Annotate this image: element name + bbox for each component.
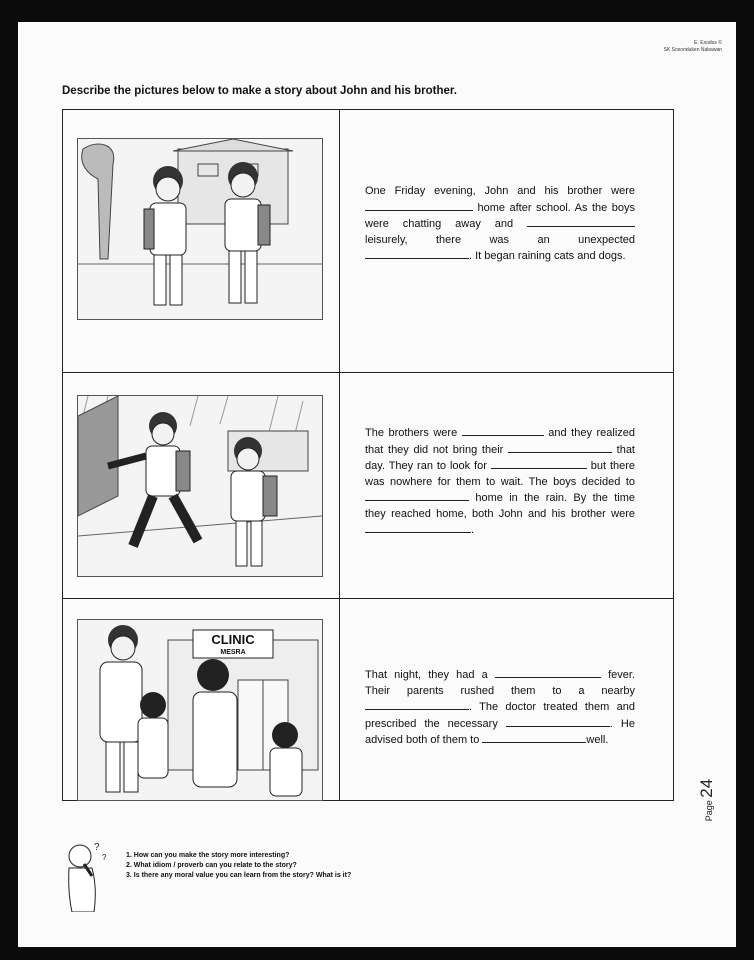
story-1-part-2: home after school. As the boys were chatting away and xyxy=(365,201,635,230)
answer-blank[interactable] xyxy=(365,248,469,259)
page-number-value: 24 xyxy=(697,778,717,798)
answer-blank[interactable] xyxy=(365,699,469,710)
reflection-questions xyxy=(126,851,351,881)
question-item: 2. What idiom / proverb can you relate to the story? xyxy=(126,862,297,869)
story-3-part-5: well. xyxy=(586,734,609,746)
story-paragraph-3 xyxy=(365,667,635,749)
story-1-part-1: One Friday evening, John and his brother were xyxy=(365,185,635,197)
picture-boys-walking-home xyxy=(77,138,323,320)
story-2-part-1: The brothers were xyxy=(365,427,458,439)
story-paragraph-1 xyxy=(365,184,635,265)
answer-blank[interactable] xyxy=(482,732,586,743)
story-2-part-3: that day. They ran to look for xyxy=(365,443,635,472)
question-item: 1. How can you make the story more interesting? xyxy=(126,852,290,859)
story-2-part-4: but there was nowhere for them to wait. The boys decided to xyxy=(365,460,636,488)
story-2-part-5: home in the rain. By the time they reached home, both John and his brother were xyxy=(365,492,636,520)
answer-blank[interactable] xyxy=(365,200,473,211)
page-word: Page xyxy=(704,800,715,822)
story-paragraph-2 xyxy=(365,425,635,539)
thinking-man-icon xyxy=(58,838,112,912)
story-row-1 xyxy=(63,110,673,373)
story-row-2 xyxy=(63,373,673,599)
answer-blank[interactable] xyxy=(508,442,612,453)
picture-boys-in-rain xyxy=(77,395,323,577)
answer-blank[interactable] xyxy=(462,425,544,436)
worksheet-instruction: Describe the pictures below to make a story about John and his brother. xyxy=(62,85,457,97)
author-credit xyxy=(664,40,722,54)
story-row-3 xyxy=(63,599,673,800)
story-1-part-4: . It began raining cats and dogs. xyxy=(469,250,626,262)
story-1-part-3: leisurely, there was an unexpected xyxy=(365,233,635,246)
story-3-part-1: That night, they had a xyxy=(365,669,488,681)
clinic-sign-subtext: MESRA xyxy=(220,649,246,656)
answer-blank[interactable] xyxy=(365,490,469,501)
story-3-part-4: . He advised both of them to xyxy=(365,717,635,746)
story-table xyxy=(62,109,674,801)
clinic-sign-text: CLINIC xyxy=(211,632,255,647)
answer-blank[interactable] xyxy=(491,458,587,469)
answer-blank[interactable] xyxy=(365,522,471,533)
answer-blank[interactable] xyxy=(506,716,610,727)
story-2-part-6: . xyxy=(471,524,475,536)
credit-line-1: E. Exodus © xyxy=(694,40,722,46)
answer-blank[interactable] xyxy=(495,667,601,678)
answer-blank[interactable] xyxy=(527,216,635,227)
story-3-part-3: . The doctor treated them and prescribed the necessary xyxy=(365,701,635,730)
svg-text:?: ? xyxy=(102,853,107,862)
credit-line-2: SK Sosonduken Nabawan xyxy=(663,47,722,53)
svg-text:?: ? xyxy=(94,842,100,853)
picture-family-at-clinic xyxy=(77,619,323,801)
page-number xyxy=(697,779,717,821)
story-3-part-2: fever. Their parents rushed them to a nearby xyxy=(365,669,635,697)
question-item: 3. Is there any moral value you can learn from the story? What is it? xyxy=(126,872,352,879)
story-2-part-2: and they realized that they did not bring their xyxy=(365,427,636,456)
